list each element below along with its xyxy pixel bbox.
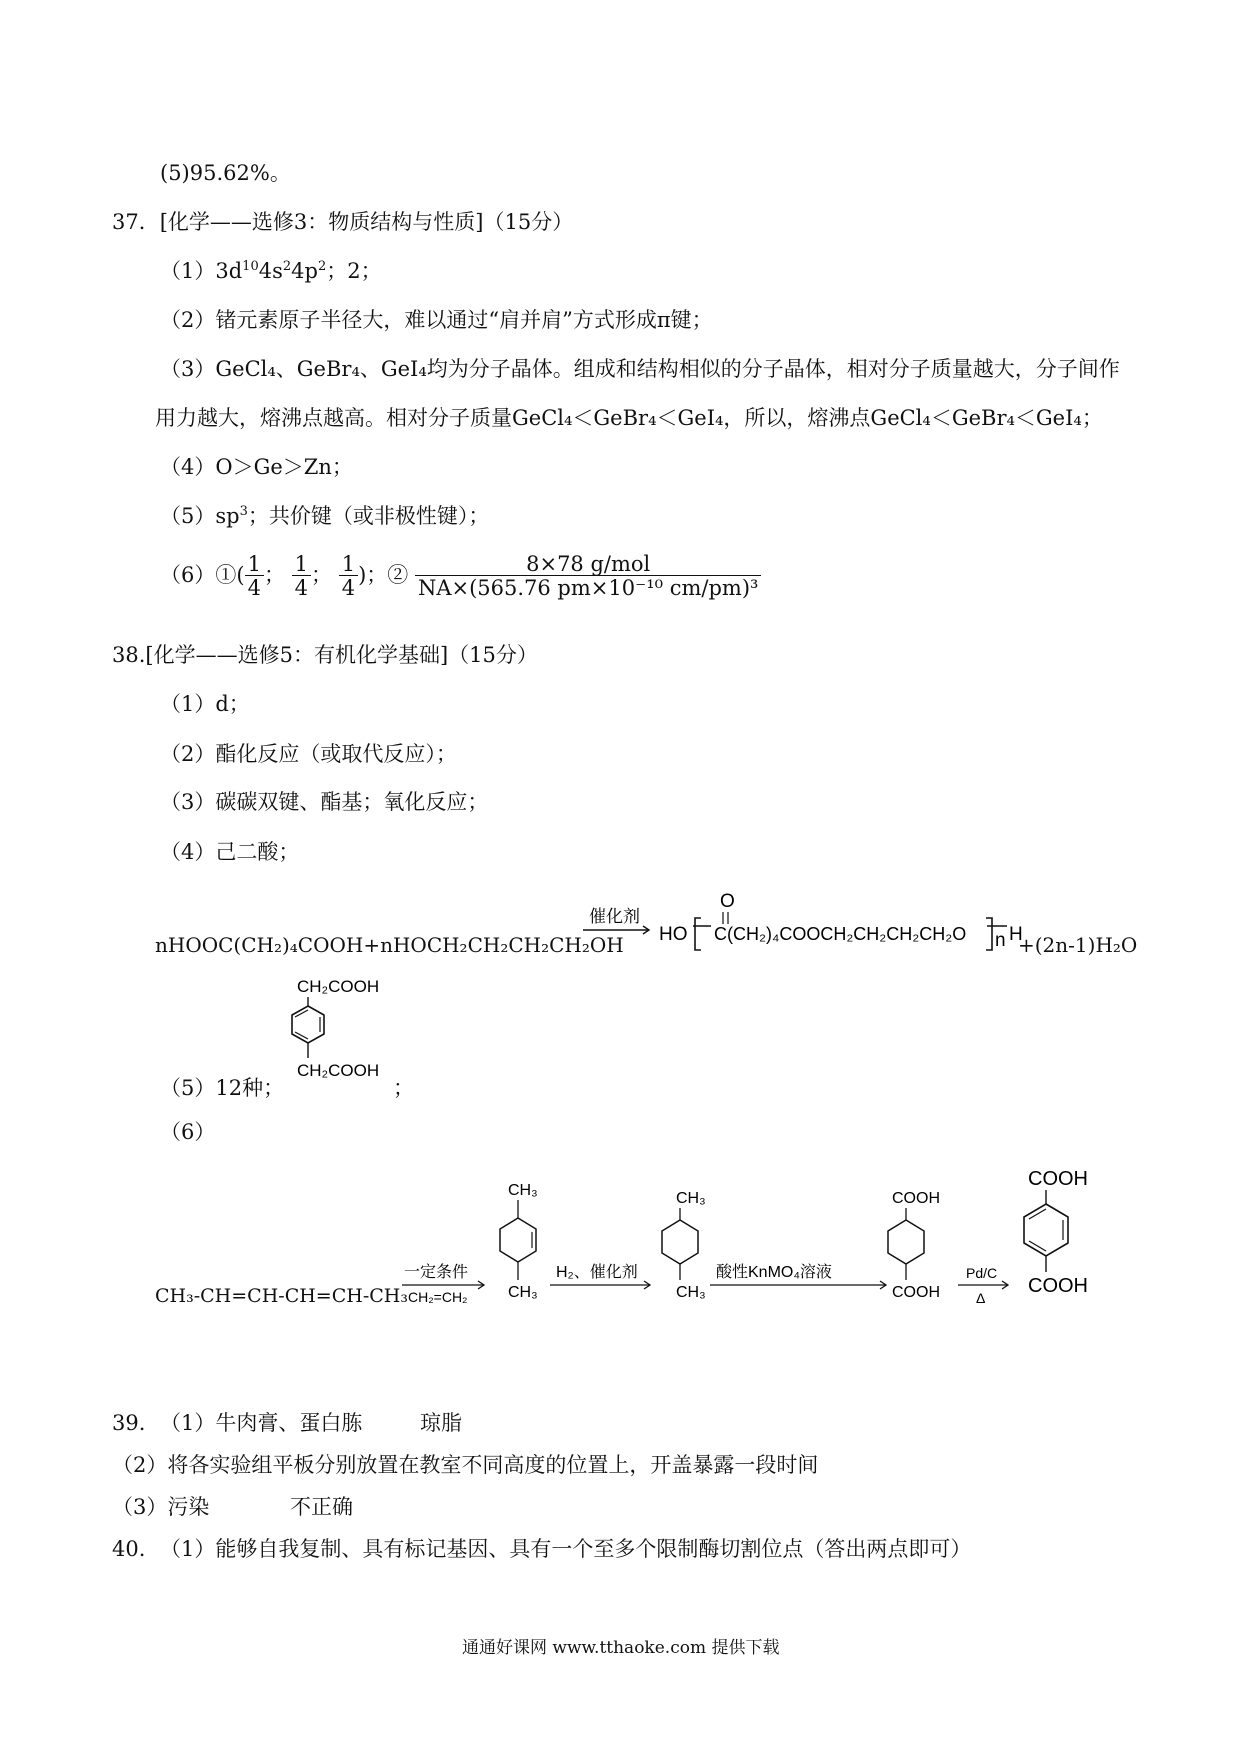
- svg-text:CH₃: CH₃: [676, 1190, 706, 1207]
- q40-a1: （1）能够自我复制、具有标记基因、具有一个至多个限制酶切割位点（答出两点即可）: [160, 1537, 972, 1561]
- svg-text:COOH: COOH: [1028, 1275, 1088, 1297]
- answer-36-5: (5)95.62%。: [160, 161, 291, 185]
- svg-text:CH₂=CH₂: CH₂=CH₂: [408, 1289, 468, 1305]
- q37-a5: $(5)sp^3$；共价键（或非极性键）；: [160, 504, 490, 528]
- svg-text:CH₃: CH₃: [508, 1284, 538, 1301]
- svg-text:酸性KnMO₄溶液: 酸性KnMO₄溶液: [716, 1264, 832, 1281]
- q37-a3-line2: 用力越大，熔沸点越高。相对分子质量GeCl₄＜GeBr₄＜GeI₄，所以，熔沸点GeCl₄＜GeBr₄＜GeI₄；: [155, 406, 1103, 430]
- svg-text:Δ: Δ: [976, 1290, 986, 1306]
- q37-title: 37．[化学——选修3：物质结构与性质]（15分）: [112, 210, 574, 234]
- synthesis-start-material: CH₃-CH=CH-CH=CH-CH₃: [155, 1285, 408, 1307]
- q37-a1: $(1)3d^{10}4s^24p^2$；2；: [160, 259, 382, 283]
- svg-text:HO: HO: [659, 924, 688, 945]
- polyester-equation-reactants: nHOOC(CH₂)₄COOH+nHOCH₂CH₂CH₂CH₂OH: [155, 933, 624, 957]
- svg-text:H₂、催化剂: H₂、催化剂: [556, 1264, 638, 1281]
- svg-text:COOH: COOH: [1028, 1168, 1088, 1190]
- q37-a3-line1: （3）GeCl₄、GeBr₄、GeI₄均为分子晶体。组成和结构相似的分子晶体，相对分子质量越大，分子间作: [160, 357, 1120, 381]
- q39-a1: （1）牛肉膏、蛋白胨: [160, 1411, 363, 1435]
- q38-a6-label: （6）: [160, 1120, 216, 1144]
- polyester-equation-byproduct: +(2n-1)H₂O: [1018, 933, 1138, 957]
- svg-text:COOH: COOH: [892, 1190, 940, 1207]
- q38-a3: （3）碳碳双键、酯基；氧化反应；: [160, 790, 489, 814]
- q38-a5-label: （5）12种；: [160, 1076, 285, 1100]
- svg-text:CH₃: CH₃: [508, 1182, 538, 1199]
- svg-text:CH₂COOH: CH₂COOH: [297, 1061, 380, 1080]
- svg-text:CH₂COOH: CH₂COOH: [297, 977, 380, 996]
- fraction: $\frac{1}{4}$: [292, 554, 311, 599]
- q39-a3-judgement: 不正确: [290, 1495, 353, 1519]
- svg-text:CH₃: CH₃: [676, 1284, 706, 1301]
- q39-number: 39.: [112, 1411, 146, 1435]
- page-footer: 通通好课网 www.tthaoke.com 提供下载: [462, 1638, 780, 1658]
- fraction: $\frac{1}{4}$: [245, 554, 264, 599]
- q37-a2: （2）锗元素原子半径大，难以通过“肩并肩”方式形成π键；: [160, 308, 713, 332]
- q38-title: 38.[化学——选修5：有机化学基础]（15分）: [112, 643, 538, 667]
- q38-a1: （1）d；: [160, 692, 250, 716]
- svg-text:COOH: COOH: [892, 1284, 940, 1301]
- svg-text:H: H: [1009, 924, 1023, 945]
- q39-a2: （2）将各实验组平板分别放置在教室不同高度的位置上，开盖暴露一段时间: [112, 1453, 819, 1477]
- q38-a4: （4）己二酸；: [160, 840, 300, 864]
- q37-a4: （4）O＞Ge＞Zn；: [160, 455, 353, 479]
- fraction: $\frac{1}{4}$: [339, 554, 358, 599]
- q40-number: 40.: [112, 1537, 146, 1561]
- density-fraction: $\frac{\text{8×78 g/mol}}{\text{NA×(565.76 pm×10⁻¹⁰ cm/pm)³}}$: [415, 554, 761, 599]
- svg-text:O: O: [720, 891, 735, 912]
- svg-text:Pd/C: Pd/C: [966, 1265, 998, 1281]
- q38-a2: （2）酯化反应（或取代反应）；: [160, 742, 457, 766]
- svg-text:催化剂: 催化剂: [589, 907, 640, 926]
- svg-text:C(CH₂)₄COOCH₂CH₂CH₂CH₂O: C(CH₂)₄COOCH₂CH₂CH₂CH₂O: [714, 924, 967, 944]
- svg-text:一定条件: 一定条件: [404, 1264, 469, 1281]
- svg-text:n: n: [995, 930, 1006, 951]
- q39-a3: （3）污染: [112, 1495, 210, 1519]
- q39-a1-agar: 琼脂: [420, 1411, 462, 1435]
- synthesis-route: [398, 1160, 1120, 1310]
- q37-a6: （6）①( $\frac{1}{4}$ ； $\frac{1}{4}$ ； $\frac{1}{4}$ )；② $\frac{\text{8×78 g/mol}}{\text{NA×(565.76 pm×10⁻¹⁰ cm/pm)³}}$: [160, 554, 761, 599]
- polyester-equation-product: [583, 890, 1123, 970]
- benzene-diacetic-acid-structure: [280, 972, 410, 1097]
- q38-a5-end: ；: [393, 1076, 414, 1100]
